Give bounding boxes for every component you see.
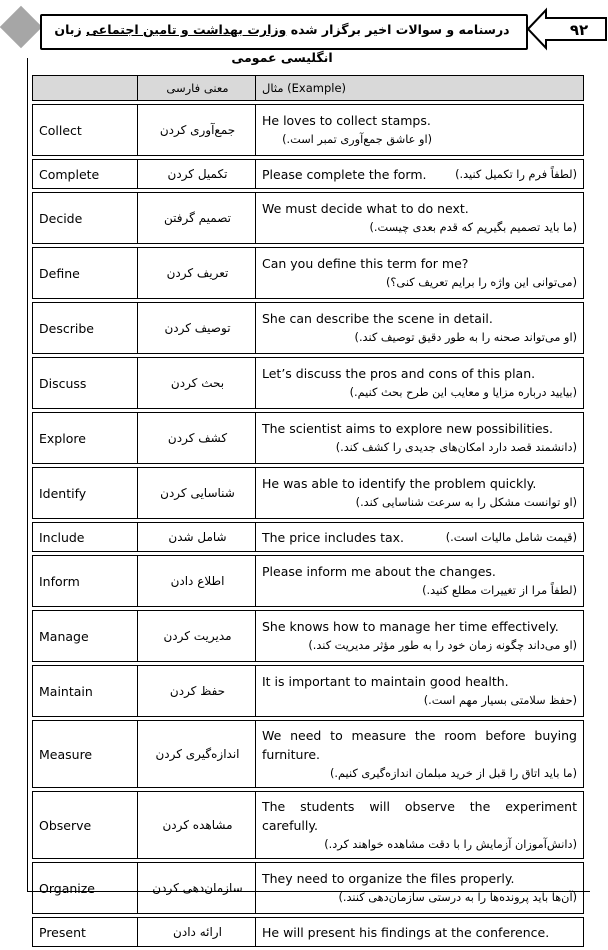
diamond-ornament-icon [0,6,42,48]
table-row [32,412,584,464]
example-en: We must decide what to do next. [262,201,469,216]
word-cell: Explore [32,412,138,464]
word-cell: Discuss [32,357,138,409]
header-word [32,75,138,101]
example-fa: (ما باید تصمیم بگیریم که قدم بعدی چیست.) [369,221,577,234]
example-en: The students will observe the experiment carefully. [262,798,577,833]
vocabulary-table [32,72,584,950]
word-cell: Identify [32,467,138,519]
table-row [32,610,584,662]
meaning-cell: سازمان‌دهی کردن [138,862,256,914]
example-fa: (او توانست مشکل را به سرعت شناسایی کند.) [355,496,577,509]
word-cell: Inform [32,555,138,607]
example-fa: (او می‌داند چگونه زمان خود را به طور مؤثر مدیریت کند.) [308,639,577,652]
table-row [32,917,584,947]
meaning-cell: حفظ کردن [138,665,256,717]
example-en: The price includes tax. [262,529,405,545]
word-cell: Complete [32,159,138,189]
meaning-cell: کشف کردن [138,412,256,464]
meaning-cell: اندازه‌گیری کردن [138,720,256,788]
example-cell [256,192,584,244]
header-meaning: معنی فارسی [138,75,256,101]
example-en: He loves to collect stamps. [262,113,431,128]
example-fa: (دانش‌آموزان آزمایش را با دقت مشاهده خواهند کرد.) [324,837,577,851]
example-en: We need to measure the room before buying furniture. [262,727,577,762]
example-cell [256,467,584,519]
example-en: He was able to identify the problem quickly. [262,476,537,491]
example-cell [256,917,584,947]
example-fa: (ما باید اتاق را قبل از خرید مبلمان اندازه‌گیری کنیم.) [330,766,577,780]
example-fa: (لطفاً فرم را تکمیل کنید.) [455,167,577,181]
word-cell: Organize [32,862,138,914]
example-fa: (می‌توانی این واژه را برایم تعریف کنی؟) [386,276,577,289]
word-cell: Maintain [32,665,138,717]
example-en: He will present his findings at the conference. [262,924,550,940]
word-cell: Decide [32,192,138,244]
example-fa: (دانشمند قصد دارد امکان‌های جدیدی را کشف کند.) [335,441,577,454]
title-part-1: درسنامه و سوالات اخیر برگزار شده [290,22,510,37]
meaning-cell: شناسایی کردن [138,467,256,519]
header-example: مثال (Example) [256,75,584,101]
table-row [32,192,584,244]
meaning-cell: ارائه دادن [138,917,256,947]
word-cell: Manage [32,610,138,662]
table-row [32,862,584,914]
example-cell [256,357,584,409]
page-title [42,16,522,65]
example-en: Let’s discuss the pros and cons of this plan. [262,366,536,381]
word-cell: Collect [32,104,138,156]
example-cell [256,610,584,662]
table-row [32,302,584,354]
word-cell: Measure [32,720,138,788]
example-fa: (او می‌تواند صحنه را به طور دقیق توصیف کند.) [354,331,577,344]
example-cell [256,412,584,464]
word-cell: Observe [32,791,138,859]
example-cell [256,862,584,914]
example-fa: (بیایید درباره مزایا و معایب این طرح بحث کنیم.) [349,386,577,399]
example-en: Can you define this term for me? [262,256,469,271]
example-en: It is important to maintain good health. [262,674,509,689]
meaning-cell: بحث کردن [138,357,256,409]
example-fa: (قیمت شامل مالیات است.) [445,530,577,544]
example-en: She can describe the scene in detail. [262,311,493,326]
meaning-cell: تکمیل کردن [138,159,256,189]
meaning-cell: جمع‌آوری کردن [138,104,256,156]
example-cell [256,665,584,717]
meaning-cell: تصمیم گرفتن [138,192,256,244]
meaning-cell: مشاهده کردن [138,791,256,859]
table-row [32,247,584,299]
word-cell: Include [32,522,138,552]
table-row [32,720,584,788]
table-row [32,665,584,717]
example-fa: (لطفاً مرا از تغییرات مطلع کنید.) [422,584,577,597]
table-row [32,467,584,519]
example-cell [256,791,584,859]
example-en: The scientist aims to explore new possibilities. [262,421,554,436]
example-fa: (حفظ سلامتی بسیار مهم است.) [423,694,577,707]
page-header [0,0,608,65]
word-cell: Describe [32,302,138,354]
meaning-cell: اطلاع دادن [138,555,256,607]
page-number: ۹۲ [569,21,589,39]
example-en: Please complete the form. [262,166,427,182]
example-cell [256,720,584,788]
example-en: Please inform me about the changes. [262,564,496,579]
meaning-cell: مدیریت کردن [138,610,256,662]
example-cell [256,159,584,189]
table-row [32,357,584,409]
example-fa: (او عاشق جمع‌آوری تمبر است.) [282,133,432,146]
example-cell [256,522,584,552]
example-cell [256,302,584,354]
table-header-row [32,75,584,101]
meaning-cell: توصیف کردن [138,302,256,354]
word-cell: Present [32,917,138,947]
title-part-3: زبان انگلیسی عمومی [54,22,333,65]
example-cell [256,555,584,607]
title-part-2: وزارت بهداشت و تامین اجتماعی [86,22,287,37]
meaning-cell: تعریف کردن [138,247,256,299]
example-en: They need to organize the files properly. [262,871,515,886]
word-cell: Define [32,247,138,299]
example-cell [256,247,584,299]
example-cell [256,104,584,156]
example-en: She knows how to manage her time effectively. [262,619,559,634]
table-row [32,159,584,189]
table-row [32,522,584,552]
example-fa: (آن‌ها باید پرونده‌ها را به درستی سازمان‌دهی کنند.) [338,891,577,904]
table-row [32,791,584,859]
left-margin-rule [27,58,28,891]
table-row [32,104,584,156]
meaning-cell: شامل شدن [138,522,256,552]
table-row [32,555,584,607]
